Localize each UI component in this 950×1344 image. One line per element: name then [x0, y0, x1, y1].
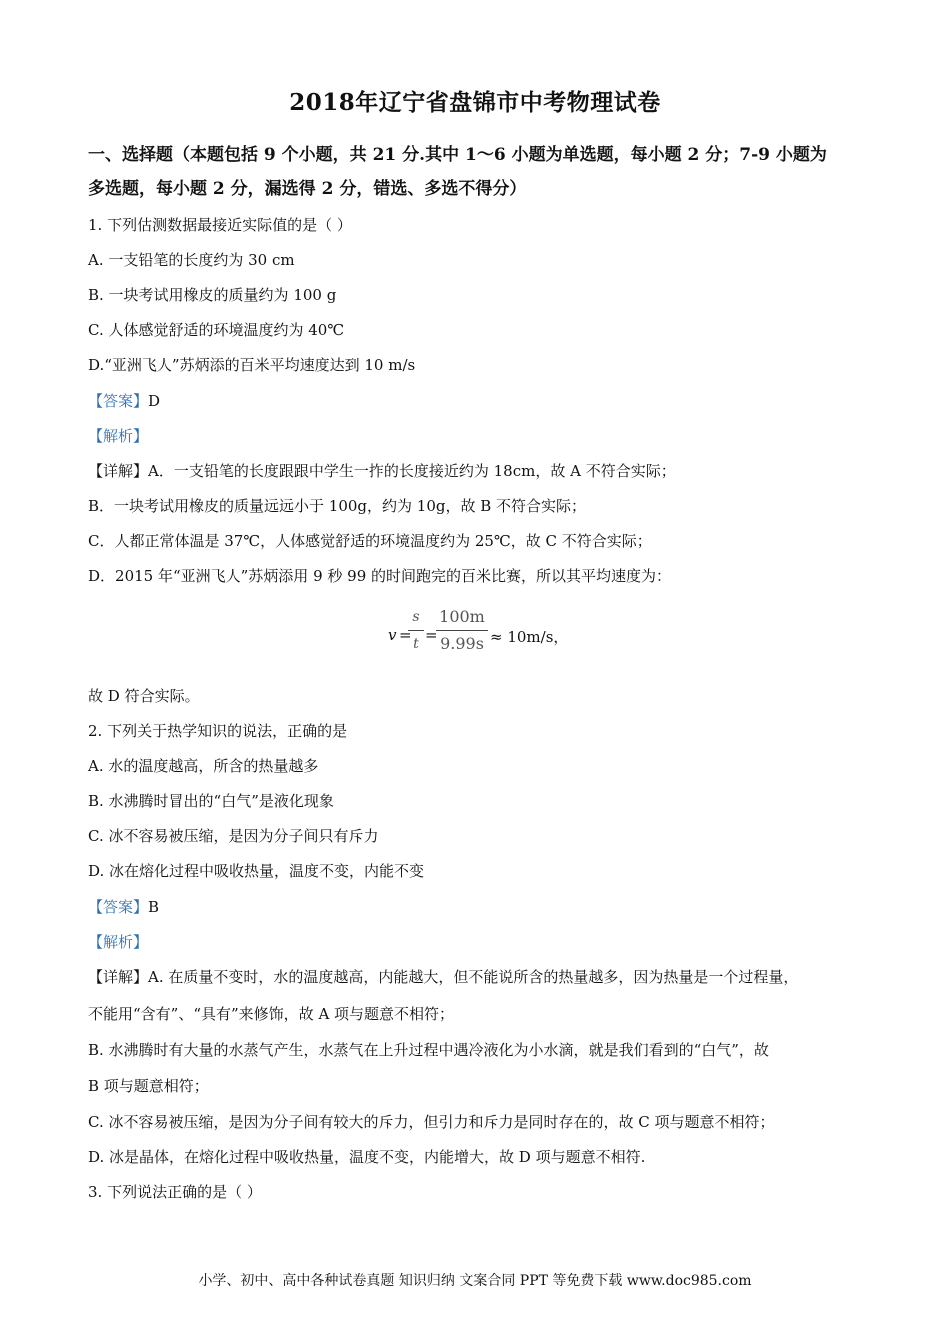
analysis-tag: 【解析】 — [88, 427, 149, 445]
fraction-bar — [408, 630, 424, 631]
q2-detail-a-cont: 不能用“含有”、“具有”来修饰，故 A 项与题意不相符； — [88, 1005, 455, 1023]
formula-fraction-values — [436, 606, 488, 655]
section-heading — [88, 138, 878, 206]
formula-denominator: 9.99s — [440, 634, 484, 653]
formula-s: s — [412, 609, 420, 625]
q2-detail-b: B. 水沸腾时有大量的水蒸气产生，水蒸气在上升过程中遇冷液化为小水滴，就是我们看到的“白气”，故 — [88, 1041, 769, 1059]
q2-detail-a — [88, 967, 798, 987]
formula-fraction-s-over-t — [408, 606, 424, 655]
q1-option-b: B. 一块考试用橡皮的质量约为 100 g — [88, 286, 337, 304]
q2-option-a: A. 水的温度越高，所含的热量越多 — [88, 757, 319, 775]
detail-tag: 【详解】 — [88, 462, 149, 480]
q1-detail-c: C．人都正常体温是 37℃，人体感觉舒适的环境温度约为 25℃，故 C 不符合实际； — [88, 532, 652, 550]
fraction-bar — [436, 630, 488, 631]
q2-answer-value: B — [148, 898, 160, 916]
analysis-tag: 【解析】 — [88, 933, 149, 951]
answer-tag: 【答案】 — [88, 392, 149, 410]
formula-equals-2: = — [425, 626, 438, 644]
q1-option-d: D.“亚洲飞人”苏炳添的百米平均速度达到 10 m/s — [88, 356, 416, 374]
page-footer: 小学、初中、高中各种试卷真题 知识归纳 文案合同 PPT 等免费下载 www.doc985.com — [198, 1273, 752, 1289]
q2-detail-c: C. 冰不容易被压缩，是因为分子间有较大的斥力，但引力和斥力是同时存在的，故 C 项与题意不相符； — [88, 1113, 775, 1131]
page-title: 2018年辽宁省盘锦市中考物理试卷 — [289, 89, 661, 116]
q1-answer-value: D — [148, 392, 161, 410]
q1-conclusion: 故 D 符合实际。 — [88, 687, 200, 705]
q1-answer — [88, 391, 160, 411]
q1-detail-b: B．一块考试用橡皮的质量远远小于 100g，约为 10g，故 B 不符合实际； — [88, 497, 587, 515]
section-heading-line-1: 一、选择题（本题包括 9 个小题，共 21 分.其中 1～6 小题为单选题，每小题 2 分；7-9 小题为 — [88, 145, 827, 165]
q2-option-c: C. 冰不容易被压缩，是因为分子间只有斥力 — [88, 827, 379, 845]
q1-option-c: C. 人体感觉舒适的环境温度约为 40℃ — [88, 321, 345, 339]
q2-stem: 2. 下列关于热学知识的说法，正确的是 — [88, 722, 348, 740]
q2-detail-b-cont: B 项与题意相符； — [88, 1077, 209, 1095]
answer-tag: 【答案】 — [88, 898, 149, 916]
q1-detail-a — [88, 461, 676, 481]
q1-detail-d: D．2015 年“亚洲飞人”苏炳添用 9 秒 99 的时间跑完的百米比赛，所以其平均速度为： — [88, 567, 672, 585]
detail-tag: 【详解】 — [88, 968, 149, 986]
q2-option-d: D. 冰在熔化过程中吸收热量，温度不变，内能不变 — [88, 862, 425, 880]
section-heading-line-2: 多选题，每小题 2 分，漏选得 2 分，错选、多选不得分） — [88, 179, 527, 199]
q2-option-b: B. 水沸腾时冒出的“白气”是液化现象 — [88, 792, 334, 810]
formula-numerator: 100m — [439, 607, 485, 626]
formula-result: ≈ 10m/s， — [490, 628, 569, 646]
q1-analysis-tag — [88, 426, 148, 446]
q1-stem: 1. 下列估测数据最接近实际值的是（ ） — [88, 216, 352, 234]
q2-answer — [88, 897, 159, 917]
q2-detail-a-text: A. 在质量不变时，水的温度越高，内能越大，但不能说所含的热量越多，因为热量是一个过程量， — [148, 968, 799, 986]
q1-option-a: A. 一支铅笔的长度约为 30 cm — [88, 251, 295, 269]
formula-v: v — [388, 626, 397, 644]
q2-analysis-tag — [88, 932, 148, 952]
q2-detail-d: D. 冰是晶体，在熔化过程中吸收热量，温度不变，内能增大，故 D 项与题意不相符. — [88, 1148, 646, 1166]
q3-stem: 3. 下列说法正确的是（ ） — [88, 1183, 262, 1201]
formula-t: t — [413, 636, 419, 652]
q1-detail-a-text: A．一支铅笔的长度跟跟中学生一拃的长度接近约为 18cm，故 A 不符合实际； — [148, 462, 676, 480]
formula-equals-1: = — [399, 626, 412, 644]
